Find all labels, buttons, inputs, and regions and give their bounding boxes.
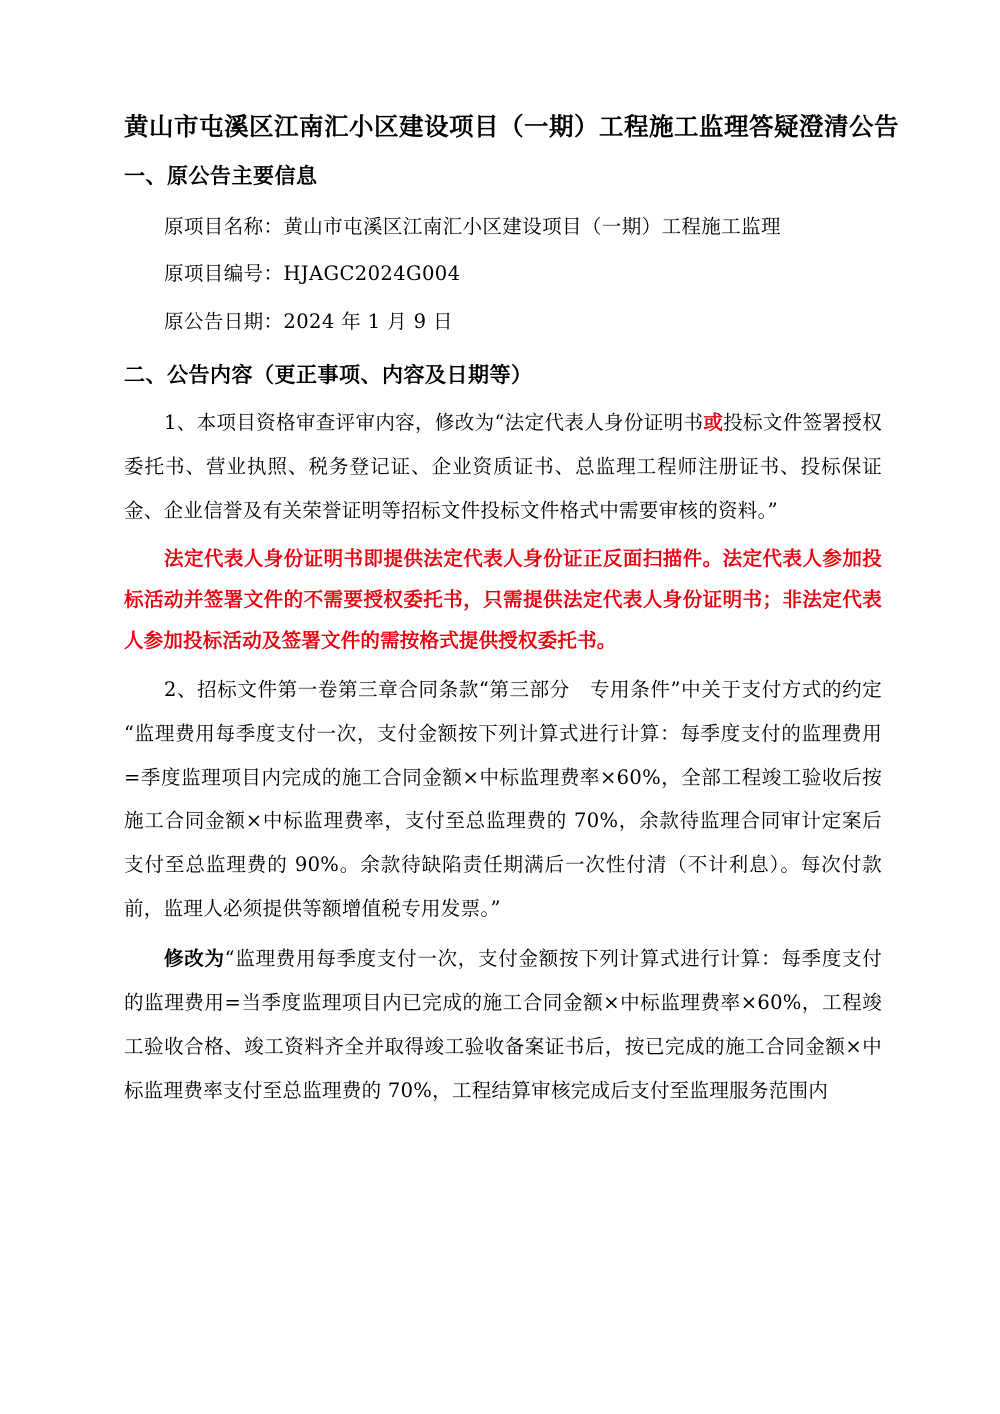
revision-label: 修改为 — [164, 947, 225, 971]
original-project-number: 原项目编号：HJAGC2024G004 — [164, 262, 461, 286]
section-heading-announcement-content: 二、公告内容（更正事项、内容及日期等） — [124, 362, 533, 387]
original-announcement-date: 原公告日期：2024 年 1 月 9 日 — [164, 310, 453, 334]
paragraph-item-1 — [124, 401, 882, 533]
revision-text: “监理费用每季度支付一次，支付金额按下列计算式进行计算：每季度支付的监理费用=当季度监理项目内已完成的施工合同金额×中标监理费率×60%，工程竣工验收合格、竣工资料齐全并取得竣工验收备案证书后，按已完成的施工合同金额×中标监理费率支付至总监理费的 70%，工程结算审核完成后支付至监理服务范围内 — [124, 947, 882, 1102]
section-heading-original-info: 一、原公告主要信息 — [124, 164, 318, 189]
paragraph-red-clarification: 法定代表人身份证明书即提供法定代表人身份证正反面扫描件。法定代表人参加投标活动并签署文件的不需要授权委托书，只需提供法定代表人身份证明书；非法定代表人参加投标活动及签署文件的需按格式提供授权委托书。 — [124, 546, 882, 652]
item-1-suffix: 投标文件签署授权委托书、营业执照、税务登记证、企业资质证书、总监理工程师注册证书、投标保证金、企业信誉及有关荣誉证明等招标文件投标文件格式中需要审核的资料。” — [124, 411, 882, 523]
page-title: 黄山市屯溪区江南汇小区建设项目（一期）工程施工监理答疑澄清公告 — [124, 112, 899, 141]
item-1-highlight-char: 或 — [703, 411, 724, 435]
paragraph-item-3-revision — [124, 937, 882, 1113]
item-1-prefix: 1、本项目资格审查评审内容，修改为“法定代表人身份证明书 — [164, 411, 704, 435]
original-project-name: 原项目名称：黄山市屯溪区江南汇小区建设项目（一期）工程施工监理 — [164, 214, 781, 238]
paragraph-item-2: 2、招标文件第一卷第三章合同条款“第三部分 专用条件”中关于支付方式的约定“监理费用每季度支付一次，支付金额按下列计算式进行计算：每季度支付的监理费用=季度监理项目内完成的施工合同金额×中标监理费率×60%，全部工程竣工验收后按施工合同金额×中标监理费率，支付至总监理费的 70%，余款待监理合同审计定案后支付至总监理费的 90%。余款待缺陷责任期满后一次性付清（不计利息）。每次付款前，监理人必须提供等额增值税专用发票。” — [124, 677, 882, 921]
